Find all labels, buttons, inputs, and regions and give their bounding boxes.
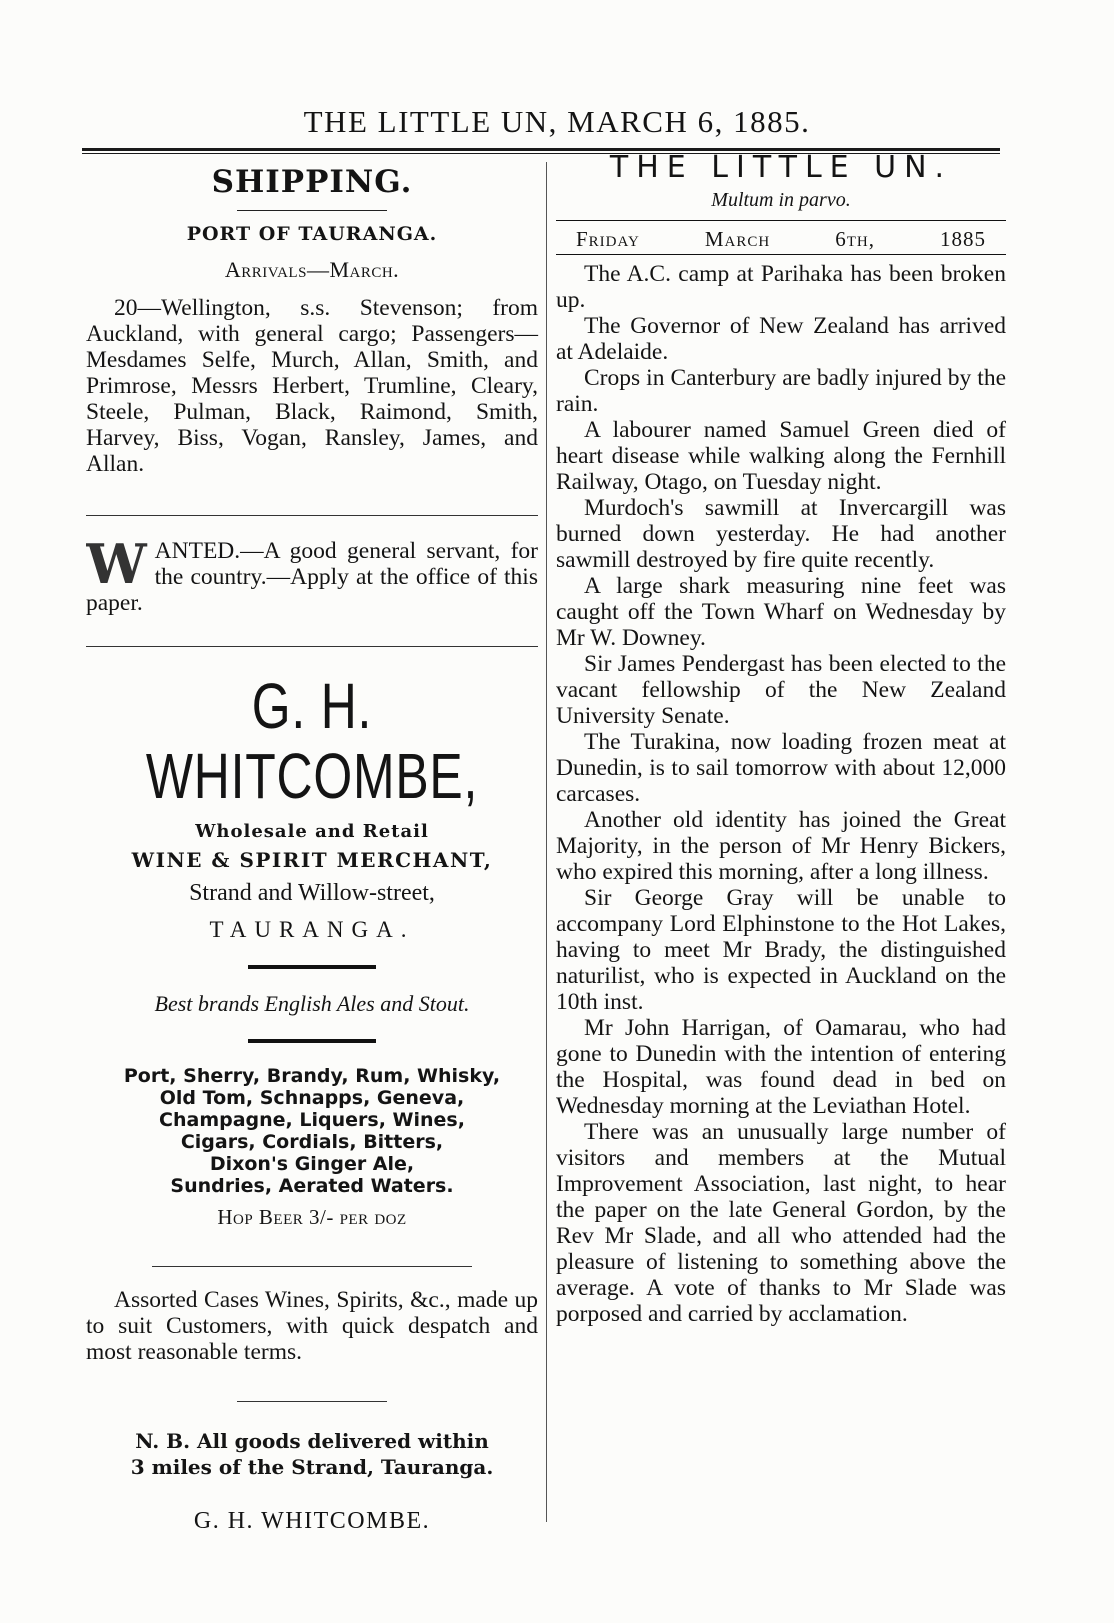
dateline-rule-bottom — [556, 254, 1006, 255]
advert-town: TAURANGA. — [209, 917, 415, 942]
wanted-dropcap: W — [86, 538, 147, 596]
advert-rule — [248, 965, 376, 969]
news-item: Sir George Gray will be unable to accompany Lord Elphinstone to the Hot Lakes, having to meet Mr Brady, the distinguished naturilist, who is expected in Auckland on the 10th inst. — [556, 885, 1006, 1015]
dateline-date: 6th, — [835, 227, 875, 251]
section-rule — [86, 515, 538, 516]
news-item: The Governor of New Zealand has arrived at Adelaide. — [556, 313, 1006, 365]
wanted-ad — [86, 538, 538, 616]
goods-line: Old Tom, Schnapps, Geneva, — [159, 1087, 465, 1109]
advert-name: G. H. WHITCOMBE, — [145, 670, 479, 812]
news-item: A labourer named Samuel Green died of heart disease while walking along the Fernhill Railway, Otago, on Tuesday night. — [556, 417, 1006, 495]
dateline-day: Friday — [576, 227, 640, 251]
news-item: There was an unusually large number of visitors and members at the Mutual Improvement Association, last night, to hear the paper on the late General Gordon, by the Rev Mr Slade, and all who attended had the pleasure of listening to something above the average. A vote of thanks to Mr Slade was porposed and carried by acclamation. — [556, 1119, 1006, 1327]
advert-signature: G. H. WHITCOMBE. — [193, 1508, 431, 1534]
advert-nb-line2: 3 miles of the Strand, Tauranga. — [130, 1455, 494, 1479]
news-item: Mr John Harrigan, of Oamarau, who had gone to Dunedin with the intention of entering the Hospital, was found dead in bed on Wednesday morning at the Leviathan Hotel. — [556, 1015, 1006, 1119]
news-item: Another old identity has joined the Great Majority, in the person of Mr Henry Bickers, who expired this morning, after a long illness. — [556, 807, 1006, 885]
advert-rule-thin — [152, 1266, 472, 1267]
section-rule — [86, 646, 538, 647]
right-column — [556, 150, 1006, 1327]
advert-rule-thin — [237, 1401, 387, 1402]
goods-line: Dixon's Ginger Ale, — [209, 1153, 415, 1175]
goods-line: Cigars, Cordials, Bitters, — [180, 1131, 444, 1153]
dateline-month: March — [704, 227, 771, 251]
news-item: Sir James Pendergast has been elected to the vacant fellowship of the New Zealand University Senate. — [556, 651, 1006, 729]
advert-hop-beer: Hop Beer 3/- per doz — [217, 1205, 407, 1229]
news-item: Murdoch's sawmill at Invercargill was burned down yesterday. He had another sawmill destroyed by fire quite recently. — [556, 495, 1006, 573]
wanted-text: ANTED.—A good general servant, for the country.—Apply at the office of this paper. — [86, 538, 538, 616]
news-item: Crops in Canterbury are badly injured by the rain. — [556, 365, 1006, 417]
advert-address: Strand and Willow-street, — [189, 880, 435, 906]
paper-motto: Multum in parvo. — [711, 189, 851, 211]
advert-cases: Assorted Cases Wines, Spirits, &c., made up to suit Customers, with quick despatch and most reasonable terms. — [86, 1287, 538, 1365]
goods-line: Champagne, Liquers, Wines, — [159, 1109, 465, 1131]
news-item: The Turakina, now loading frozen meat at Dunedin, is to sail tomorrow with about 12,000 carcases. — [556, 729, 1006, 807]
shipping-rule — [237, 210, 387, 211]
news-item: A large shark measuring nine feet was caught off the Town Wharf on Wednesday by Mr W. Downey. — [556, 573, 1006, 651]
advert-brands: Best brands English Ales and Stout. — [154, 991, 470, 1016]
news-item: The A.C. camp at Parihaka has been broken up. — [556, 261, 1006, 313]
dateline-year: 1885 — [939, 227, 986, 251]
advert-rule — [248, 1039, 376, 1043]
dateline — [556, 227, 1006, 252]
goods-line: Port, Sherry, Brandy, Rum, Whisky, — [123, 1065, 501, 1087]
advert-goods-list — [86, 1065, 538, 1197]
shipping-heading: SHIPPING. — [211, 164, 413, 200]
arrival-entry: 20—Wellington, s.s. Stevenson; from Auckland, with general cargo; Passengers—Mesdames Selfe, Murch, Allan, Smith, and Primrose, Messrs Herbert, Trumline, Cleary, Steele, Pulman, Black, Raimond, Smith, Harvey, Biss, Vogan, Ransley, James, and Allan. — [86, 295, 538, 477]
arrivals-heading: Arrivals—March. — [224, 257, 400, 282]
advert-nb-line1: N. B. All goods delivered within — [135, 1429, 489, 1453]
masthead: THE LITTLE UN, MARCH 6, 1885. — [303, 104, 811, 139]
goods-line: Sundries, Aerated Waters. — [170, 1175, 454, 1197]
paper-title: THE LITTLE UN. — [609, 150, 953, 185]
column-divider — [546, 162, 547, 1522]
news-items — [556, 261, 1006, 1327]
advert-wholesale: Wholesale and Retail — [195, 821, 429, 842]
left-column — [86, 158, 538, 1535]
port-heading: PORT OF TAURANGA. — [186, 223, 438, 245]
dateline-rule-top — [556, 220, 1006, 221]
advert-merchant: WINE & SPIRIT MERCHANT, — [131, 848, 493, 872]
whitcombe-advert — [86, 671, 538, 1535]
